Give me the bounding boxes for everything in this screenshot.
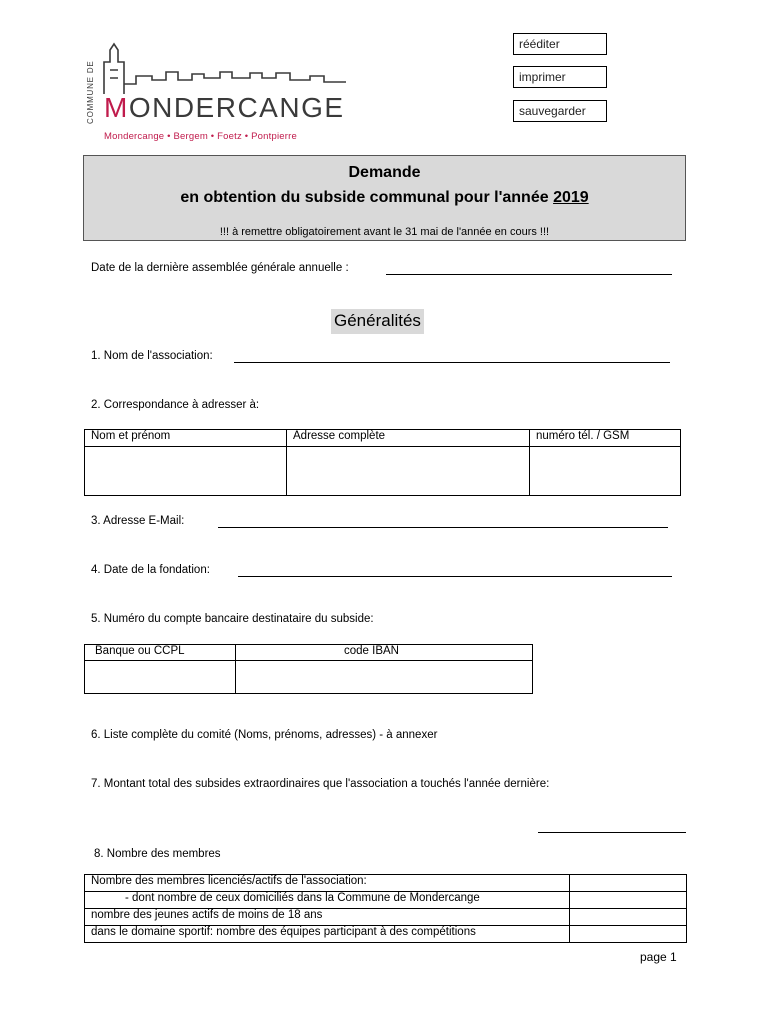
section-title: Généralités bbox=[331, 309, 424, 334]
logo-name-rest: ONDERCANGE bbox=[128, 92, 345, 123]
save-button[interactable]: sauvegarder bbox=[513, 100, 607, 122]
members-row-label: - dont nombre de ceux domiciliés dans la Commune de Mondercange bbox=[85, 892, 570, 909]
q4-label: 4. Date de la fondation: bbox=[91, 564, 210, 576]
skyline-icon bbox=[100, 40, 350, 96]
assembly-date-field[interactable] bbox=[386, 274, 672, 275]
association-name-field[interactable] bbox=[234, 362, 670, 363]
iban-cell[interactable] bbox=[236, 661, 533, 694]
assembly-date-label: Date de la dernière assemblée générale annuelle : bbox=[91, 262, 349, 274]
print-button[interactable]: imprimer bbox=[513, 66, 607, 88]
logo-vertical-text: COMMUNE DE bbox=[86, 60, 95, 124]
q3-label: 3. Adresse E-Mail: bbox=[91, 515, 185, 527]
q6-label: 6. Liste complète du comité (Noms, prénoms, adresses) - à annexer bbox=[91, 729, 438, 741]
form-subtitle-text: en obtention du subside communal pour l'année bbox=[180, 189, 554, 206]
logo-localities: Mondercange • Bergem • Foetz • Pontpierre bbox=[104, 131, 297, 142]
form-header bbox=[83, 155, 686, 241]
members-row-label: dans le domaine sportif: nombre des équipes participant à des compétitions bbox=[85, 926, 570, 943]
members-table bbox=[84, 874, 687, 943]
q8-label: 8. Nombre des membres bbox=[94, 848, 221, 860]
page-number: page 1 bbox=[640, 950, 677, 964]
members-row-value[interactable] bbox=[570, 926, 687, 943]
q5-label: 5. Numéro du compte bancaire destinataire du subside: bbox=[91, 613, 374, 625]
bank-header-bank: Banque ou CCPL bbox=[85, 645, 236, 661]
bank-table bbox=[84, 644, 533, 694]
q2-label: 2. Correspondance à adresser à: bbox=[91, 399, 260, 411]
members-row-value[interactable] bbox=[570, 909, 687, 926]
form-deadline-notice: !!! à remettre obligatoirement avant le 31 mai de l'année en cours !!! bbox=[219, 226, 550, 238]
members-row-value[interactable] bbox=[570, 892, 687, 909]
members-row-label: nombre des jeunes actifs de moins de 18 ans bbox=[85, 909, 570, 926]
email-field[interactable] bbox=[218, 527, 668, 528]
form-title: Demande bbox=[348, 164, 421, 181]
q7-label: 7. Montant total des subsides extraordinaires que l'association a touchés l'année dernière: bbox=[91, 778, 550, 790]
bank-header-iban: code IBAN bbox=[236, 645, 533, 661]
contact-table bbox=[84, 429, 681, 496]
contact-phone-cell[interactable] bbox=[530, 447, 681, 496]
members-row-value[interactable] bbox=[570, 875, 687, 892]
foundation-date-field[interactable] bbox=[238, 576, 672, 577]
subsidies-amount-field[interactable] bbox=[538, 832, 686, 833]
bank-name-cell[interactable] bbox=[85, 661, 236, 694]
contact-header-address: Adresse complète bbox=[287, 430, 530, 447]
contact-header-name: Nom et prénom bbox=[85, 430, 287, 447]
reediter-button[interactable]: rééditer bbox=[513, 33, 607, 55]
contact-header-phone: numéro tél. / GSM bbox=[530, 430, 681, 447]
contact-name-cell[interactable] bbox=[85, 447, 287, 496]
form-subtitle bbox=[84, 189, 685, 207]
logo-wordmark bbox=[104, 92, 345, 124]
q1-label: 1. Nom de l'association: bbox=[91, 350, 213, 362]
logo-accent-letter: M bbox=[104, 92, 129, 123]
members-row-label: Nombre des membres licenciés/actifs de l'association: bbox=[85, 875, 570, 892]
contact-address-cell[interactable] bbox=[287, 447, 530, 496]
form-year: 2019 bbox=[553, 189, 589, 206]
